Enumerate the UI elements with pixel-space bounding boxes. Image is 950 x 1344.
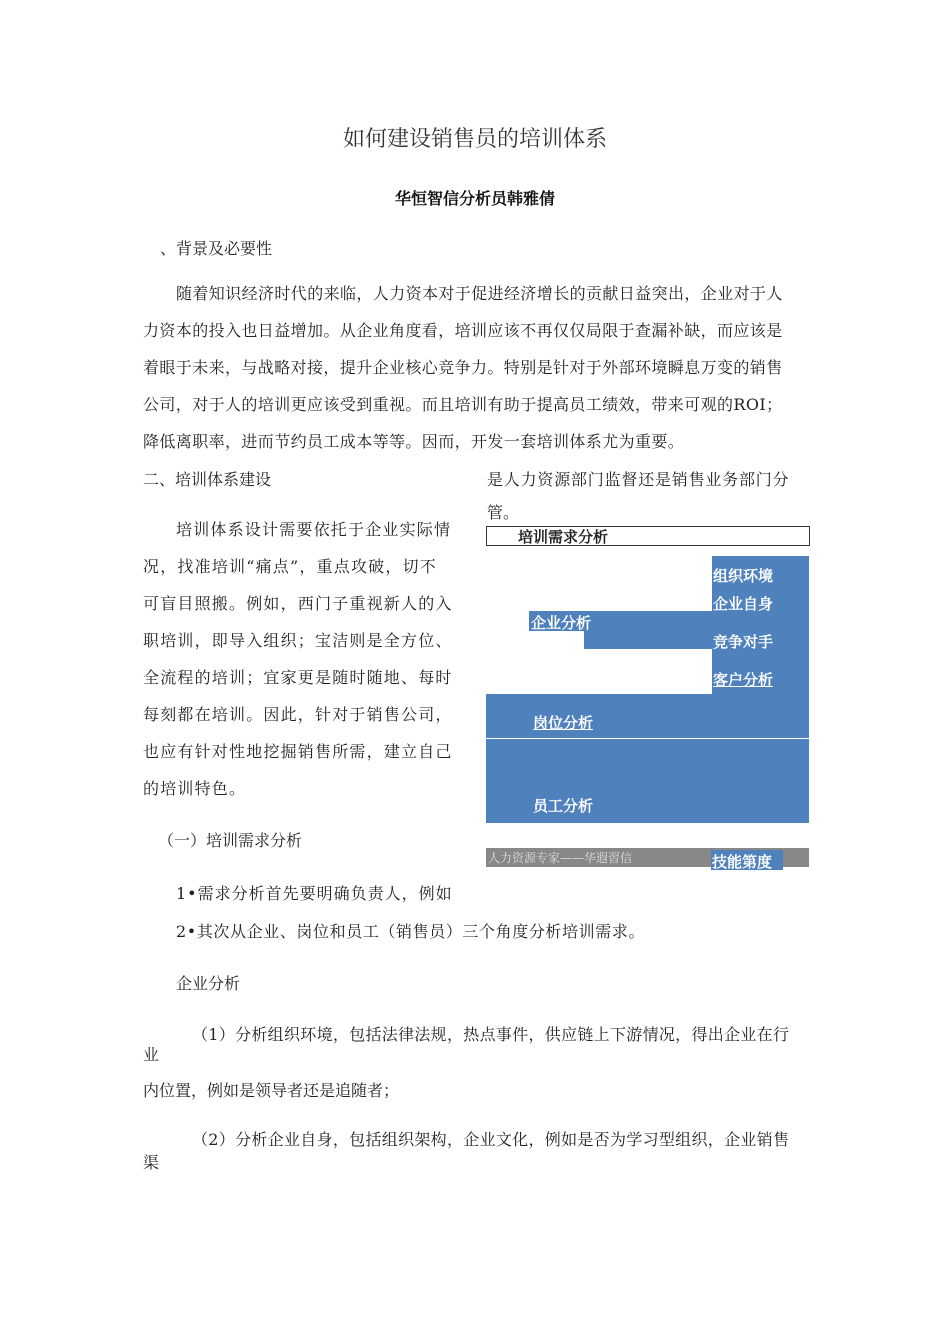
- diagram-label-enterprise: 企业分析: [531, 614, 592, 632]
- point1-line: 业: [143, 1045, 160, 1064]
- section1-line: 着眼于未来，与战略对接，提升企业核心竞争力。特别是针对于外部环境瞬息万变的销售: [143, 358, 783, 377]
- list-item-1: 1•需求分析首先要明确负责人，例如: [176, 884, 453, 903]
- point2-line: 渠: [143, 1153, 160, 1172]
- diagram-label-customer: 客户分析: [713, 671, 774, 689]
- section2-line: 也应有针对性地挖掘销售所需，建立自己: [143, 742, 453, 761]
- diagram-label-org-env: 组织环境: [713, 567, 774, 585]
- diagram-title: 培训需求分析: [518, 528, 609, 546]
- point1-line: 内位置，例如是领导者还是追随者；: [143, 1081, 400, 1100]
- right-column-line: 是人力资源部门监督还是销售业务部门分: [487, 470, 790, 489]
- section2-line: 全流程的培训；宜家更是随时随地、每时: [143, 668, 453, 687]
- diagram-label-employee: 员工分析: [533, 797, 594, 815]
- section2-line: 每刻都在培训。因此，针对于销售公司，: [143, 705, 453, 724]
- section2-line: 培训体系设计需要依托于企业实际情: [176, 520, 452, 539]
- section2-line: 的培训特色。: [143, 779, 247, 798]
- list-item-2: 2•其次从企业、岗位和员工（销售员）三个角度分析培训需求。: [176, 922, 646, 941]
- author-line: 华恒智信分析员韩雅倩: [394, 189, 555, 208]
- diagram-footer-text: 人力资源专家——华遐習信: [488, 851, 633, 865]
- document-title: 如何建设销售员的培训体系: [342, 127, 607, 152]
- section2-line: 况，找准培训“痛点”，重点攻破，切不: [143, 557, 437, 576]
- diagram-label-competitor: 竞争对手: [713, 633, 774, 651]
- section1-heading: 、背景及必要性: [160, 239, 273, 258]
- right-column-line: 管。: [487, 503, 520, 522]
- diagram-label-position: 岗位分析: [533, 714, 594, 732]
- section1-line: 随着知识经济时代的来临，人力资本对于促进经济增长的贡献日益突出，企业对于人: [176, 284, 783, 303]
- section2-heading: 二、培训体系建设: [143, 470, 272, 489]
- enterprise-heading: 企业分析: [176, 974, 241, 993]
- diagram-block-enterprise: [584, 611, 809, 649]
- section2-line: 职培训，即导入组织；宝洁则是全方位、: [143, 631, 453, 650]
- sub1-heading: （一）培训需求分析: [158, 831, 303, 850]
- section1-line: 力资本的投入也日益增加。从企业角度看，培训应该不再仅仅局限于查漏补缺，而应该是: [143, 321, 783, 340]
- section1-line: 降低离职率，进而节约员工成本等等。因而，开发一套培训体系尤为重要。: [143, 432, 685, 451]
- diagram-label-skill: 技能第度: [712, 853, 773, 871]
- section2-line: 可盲目照搬。例如，西门子重视新人的入: [143, 594, 453, 613]
- diagram-label-self: 企业自身: [713, 595, 774, 613]
- point1-line: （1）分析组织环境，包括法律法规，热点事件，供应链上下游情况，得出企业在行: [192, 1025, 790, 1044]
- point2-line: （2）分析企业自身，包括组织架构，企业文化，例如是否为学习型组织，企业销售: [192, 1130, 790, 1149]
- section1-line: 公司，对于人的培训更应该受到重视。而且培训有助于提高员工绩效，带来可观的ROI；: [143, 395, 783, 414]
